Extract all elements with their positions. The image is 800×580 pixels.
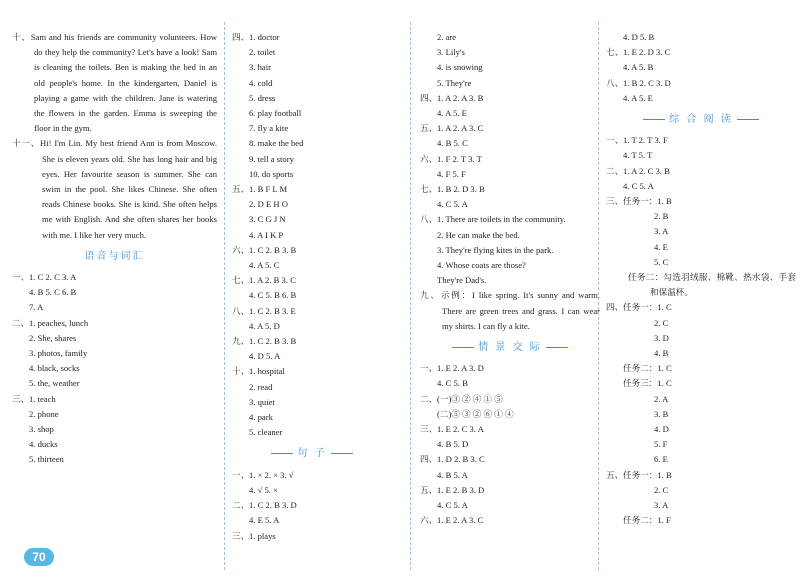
- answer-row: [606, 209, 796, 224]
- answer-column-3: [420, 30, 600, 529]
- answer-row: [606, 498, 796, 513]
- answer-text: 2. phone: [29, 408, 59, 419]
- answer-text: 3. They're flying kites in the park.: [437, 244, 554, 255]
- answer-text: 4. black, socks: [29, 363, 80, 374]
- answer-row: [12, 270, 217, 285]
- answer-row: [420, 152, 600, 167]
- item-label: 七、: [606, 47, 624, 58]
- answer-text: 2. C: [654, 317, 669, 328]
- answer-row: [12, 407, 217, 422]
- answer-row: [606, 376, 796, 391]
- answer-row: [420, 468, 600, 483]
- answer-row: [232, 197, 392, 212]
- answer-row: [606, 361, 796, 376]
- title-rule-left: [643, 119, 665, 120]
- answer-text: 3. hair: [249, 62, 271, 73]
- item-label: 一、: [420, 363, 438, 374]
- answer-text: 4. D 5. B: [623, 32, 655, 42]
- answer-row: [420, 197, 600, 212]
- answer-text: 1. peaches, lunch: [29, 317, 89, 328]
- answer-text: 示例：I like spring. It's sunny and warm. There are green trees and grass. I can wear my shirts. I can fly a kite.: [440, 290, 600, 331]
- answer-row: [420, 45, 600, 60]
- answer-row: [606, 346, 796, 361]
- answer-text: 1. C 2. C 3. A: [29, 272, 77, 283]
- answer-text: 5. They're: [437, 77, 472, 88]
- answer-text: 2. C: [654, 484, 669, 495]
- answer-text: Sam and his friends are community volunteers. How do they help the community? Let's have a look! Sam is cleaning the toilets. Ben is making the bed in an old people's home. In the kindergarten, Daniel is playing a game with the children. Jane is watering the flowers in the garden. Emma is sweeping the floor in the gym.: [30, 32, 217, 134]
- answer-text: 5. thirteen: [29, 454, 64, 465]
- answer-text: 5. the, weather: [29, 378, 80, 389]
- title-rule-right: [331, 453, 353, 454]
- answer-row: [420, 513, 600, 528]
- answer-row: [420, 258, 600, 273]
- answer-row: [606, 392, 796, 407]
- item-label: 五、: [232, 184, 250, 195]
- item-label: 五、: [420, 123, 438, 134]
- answer-text: 2. B: [654, 211, 669, 222]
- answer-row: [232, 45, 392, 60]
- item-label: 六、: [420, 515, 438, 526]
- answer-column-2: [232, 30, 392, 544]
- item-label: 二、: [420, 393, 438, 404]
- answer-text: 1. doctor: [249, 32, 280, 42]
- answer-row: [232, 121, 392, 136]
- column-divider: [224, 22, 225, 570]
- answer-row: [232, 167, 392, 182]
- answer-text: 5. cleaner: [249, 427, 283, 438]
- title-rule-right: [737, 119, 759, 120]
- column-divider: [410, 22, 411, 570]
- answer-row: [606, 133, 796, 148]
- answer-row: [420, 437, 600, 452]
- answer-text: 1. B F L M: [249, 184, 288, 195]
- answer-text: 4. D: [654, 424, 669, 435]
- answer-text: 5. F: [654, 439, 668, 450]
- item-label: 九、: [420, 290, 441, 301]
- answer-text: 9. tell a story: [249, 153, 294, 164]
- answer-list: [606, 300, 796, 528]
- answer-text: 1. T 2. T 3. F: [623, 135, 668, 146]
- answer-row: [232, 513, 392, 528]
- answer-row: [606, 224, 796, 239]
- answer-text: 1. E 2. A 3. D: [437, 363, 484, 374]
- item-label: 二、: [606, 165, 624, 176]
- answer-row: [606, 179, 796, 194]
- answer-text: 2. read: [249, 381, 273, 392]
- answer-row: [232, 228, 392, 243]
- answer-text: 1. A 2. A 3. B: [437, 92, 484, 103]
- answer-text: 3. photos, family: [29, 348, 88, 359]
- answer-text: 4. F 5. F: [437, 168, 466, 179]
- answer-text: 6. E: [654, 454, 668, 465]
- answer-row: [606, 468, 796, 483]
- answer-row: [606, 194, 796, 209]
- answer-row: [606, 316, 796, 331]
- answer-text: 任务三：1. C: [623, 378, 672, 389]
- answer-row: [606, 76, 796, 91]
- section-title-text: 情 景 交 际: [478, 342, 542, 354]
- answer-row: [606, 45, 796, 60]
- answer-row: [606, 331, 796, 346]
- answer-list: [12, 270, 217, 468]
- answer-row: [420, 106, 600, 121]
- answer-text: 4. is snowing: [437, 62, 483, 73]
- answer-row: [420, 483, 600, 498]
- answer-text: 4. C 5. A: [437, 199, 468, 210]
- answer-text: 4. park: [249, 412, 273, 423]
- answer-text: 4. ducks: [29, 439, 58, 450]
- answer-shiyi: [12, 136, 217, 242]
- item-label: 四、: [420, 454, 438, 465]
- item-label: 三、: [12, 393, 30, 404]
- answer-row: [420, 243, 600, 258]
- page-number: 70: [24, 548, 54, 566]
- answer-text: 4. A 5. E: [623, 92, 653, 103]
- answer-row: [12, 346, 217, 361]
- answer-list: [606, 133, 796, 270]
- answer-row: [420, 498, 600, 513]
- answer-row: [420, 228, 600, 243]
- answer-text: 7. A: [29, 302, 44, 313]
- answer-row: [232, 304, 392, 319]
- answer-text: 1. B 2. D 3. B: [437, 184, 485, 195]
- section-title-comprehensive-reading: [606, 112, 796, 127]
- answer-text: 4. B 5. C: [437, 138, 468, 149]
- answer-row: [232, 425, 392, 440]
- answer-text: 1. C 2. B 3. B: [249, 244, 297, 255]
- answer-row: [232, 498, 392, 513]
- answer-row: [606, 407, 796, 422]
- answer-row: [232, 30, 392, 45]
- answer-text: 4. E: [654, 241, 668, 252]
- answer-text: 3. quiet: [249, 396, 275, 407]
- section-title-situational-dialogue: [420, 340, 600, 355]
- answer-row: [232, 395, 392, 410]
- item-label: 五、: [606, 469, 624, 480]
- answer-text: 4. cold: [249, 77, 273, 88]
- answer-row: [232, 483, 392, 498]
- answer-text: 4. A 5. E: [437, 108, 467, 119]
- answer-text: 1. D 2. B 3. C: [437, 454, 485, 465]
- answer-row: [420, 121, 600, 136]
- answer-text: 2. are: [437, 32, 457, 42]
- answer-text: 3. A: [654, 226, 669, 237]
- answer-row: [606, 30, 796, 45]
- answer-row: [232, 91, 392, 106]
- answer-row: [420, 452, 600, 467]
- answer-text: 1. B 2. C 3. D: [623, 77, 671, 88]
- answer-list: [420, 361, 600, 528]
- answer-task-two: 任务二：勾选羽绒服、棉靴、热水袋、手套和保温杯。: [628, 272, 796, 298]
- answer-text: 4. A 5. D: [249, 320, 280, 331]
- answer-row: [232, 182, 392, 197]
- item-label: 三、: [606, 196, 624, 207]
- answer-row: [232, 288, 392, 303]
- answer-text: 5. C: [654, 256, 669, 267]
- answer-text: 4. B 5. A: [437, 469, 468, 480]
- title-rule-left: [271, 453, 293, 454]
- item-label: 十、: [12, 32, 31, 42]
- item-label: 九、: [232, 336, 250, 347]
- answer-row: [232, 334, 392, 349]
- answer-text: 5. dress: [249, 92, 276, 103]
- item-label: 七、: [232, 275, 250, 286]
- answer-text: They're Dad's.: [437, 275, 487, 286]
- column-divider: [598, 22, 599, 570]
- answer-text: 4. C 5. A: [437, 500, 468, 511]
- item-label: 一、: [606, 135, 624, 146]
- section-title-phonics-vocab: 语音与词汇: [84, 250, 145, 262]
- answer-row: [232, 76, 392, 91]
- answer-row: [232, 319, 392, 334]
- answer-column-4: [606, 30, 796, 529]
- item-label: 三、: [420, 424, 438, 435]
- answer-text: 任务一：1. B: [623, 196, 672, 207]
- answer-row: [232, 136, 392, 151]
- answer-row: [420, 361, 600, 376]
- answer-row: [606, 91, 796, 106]
- answer-text: 任务二：1. F: [623, 515, 671, 526]
- item-label: 六、: [232, 244, 250, 255]
- answer-text: 3. shop: [29, 424, 54, 435]
- answer-text: 4. T 5. T: [623, 150, 653, 161]
- answer-text: 2. She, shares: [29, 332, 77, 343]
- answer-text: (一)③ ② ④ ① ⑤: [437, 393, 503, 404]
- answer-row: [420, 76, 600, 91]
- answer-row: [420, 407, 600, 422]
- answer-row: [606, 513, 796, 528]
- answer-row: [606, 148, 796, 163]
- answer-text: 1. plays: [249, 530, 276, 541]
- answer-text: 2. A: [654, 393, 669, 404]
- answer-row: [12, 452, 217, 467]
- answer-list: [606, 30, 796, 106]
- answer-row: [232, 410, 392, 425]
- answer-row: [232, 468, 392, 483]
- answer-row: [420, 273, 600, 288]
- answer-text: Hi! I'm Lin. My best friend Ann is from Moscow. She is eleven years old. She has long hair and big eyes. Her favourite season is summer. She can swim in the pool. She likes Chinese. She often reads Chinese books. She is kind. She often helps me with English. And she often shares her books with me. I like her very much.: [40, 138, 217, 240]
- answer-text: 2. toilet: [249, 47, 276, 58]
- answer-row: [420, 60, 600, 75]
- answer-text: 4. B 5. C 6. B: [29, 287, 77, 298]
- item-label: 二、: [232, 500, 250, 511]
- answer-text: 任务一：1. B: [623, 469, 672, 480]
- item-label: 四、: [232, 32, 250, 42]
- answer-row: [12, 392, 217, 407]
- answer-row: [232, 106, 392, 121]
- answer-row: [420, 30, 600, 45]
- answer-text: 1. A 2. B 3. C: [249, 275, 296, 286]
- answer-text: 4. A 5. B: [623, 62, 654, 73]
- answer-column-1: [12, 30, 217, 468]
- answer-text: 3. C G J N: [249, 214, 286, 225]
- answer-list: [232, 30, 392, 440]
- answer-text: 2. D E H O: [249, 199, 288, 210]
- answer-text: 4. C 5. B 6. B: [249, 290, 297, 301]
- answer-text: 1. C 2. B 3. E: [249, 305, 296, 316]
- answer-row: [12, 300, 217, 315]
- answer-row: [606, 255, 796, 270]
- section-title-sentences: [232, 446, 392, 461]
- answer-text: 4. A I K P: [249, 229, 284, 240]
- answer-row: [606, 452, 796, 467]
- item-label: 一、: [12, 272, 30, 283]
- item-label: 四、: [606, 302, 624, 313]
- answer-row: [232, 349, 392, 364]
- item-label: 五、: [420, 484, 438, 495]
- answer-row: [420, 167, 600, 182]
- answer-text: 3. D: [654, 332, 669, 343]
- answer-row: [232, 60, 392, 75]
- answer-row: [420, 136, 600, 151]
- answer-row: [606, 437, 796, 452]
- item-label: 一、: [232, 469, 250, 480]
- answer-row: [420, 392, 600, 407]
- answer-row: [12, 331, 217, 346]
- answer-text: 7. fly a kite: [249, 123, 289, 134]
- item-label: 八、: [420, 214, 438, 225]
- answer-text: 4. C 5. A: [623, 180, 654, 191]
- answer-row: [606, 483, 796, 498]
- title-rule-right: [546, 347, 568, 348]
- item-label: 十一、: [12, 138, 41, 149]
- answer-row: [232, 380, 392, 395]
- answer-text: 4. Whose coats are those?: [437, 260, 526, 271]
- answer-row: [232, 152, 392, 167]
- answer-text: 4. √ 5. ×: [249, 484, 278, 495]
- answer-text: 3. B: [654, 408, 669, 419]
- section-title-text: 句 子: [297, 448, 327, 460]
- answer-text: 1. C 2. B 3. D: [249, 500, 297, 511]
- answer-row: [12, 422, 217, 437]
- answer-row: [420, 376, 600, 391]
- answer-text: 1. F 2. T 3. T: [437, 153, 482, 164]
- item-label: 十、: [232, 366, 250, 377]
- answer-row: [606, 164, 796, 179]
- answer-text: 3. Lily's: [437, 47, 465, 58]
- answer-row: [420, 212, 600, 227]
- answer-row: [606, 240, 796, 255]
- answer-text: 2. He can make the bed.: [437, 229, 520, 240]
- answer-row: [232, 258, 392, 273]
- answer-text: 1. C 2. B 3. B: [249, 336, 297, 347]
- answer-text: 1. E 2. B 3. D: [437, 484, 485, 495]
- answer-text: 1. E 2. D 3. C: [623, 47, 671, 58]
- answer-text: 4. E 5. A: [249, 515, 280, 526]
- answer-row: [232, 273, 392, 288]
- answer-text: 4. C 5. B: [437, 378, 468, 389]
- answer-row: [12, 316, 217, 331]
- answer-text: 10. do sports: [249, 168, 294, 179]
- answer-text: 1. A 2. C 3. B: [623, 165, 670, 176]
- answer-text: 4. B 5. D: [437, 439, 469, 450]
- answer-shi: [12, 30, 217, 136]
- answer-row: [12, 285, 217, 300]
- answer-jiu: [420, 288, 600, 334]
- item-label: 四、: [420, 92, 438, 103]
- answer-text: 4. A 5. C: [249, 260, 280, 271]
- answer-row: [232, 364, 392, 379]
- answer-text: 任务一：1. C: [623, 302, 672, 313]
- answer-text: 任务二：1. C: [623, 363, 672, 374]
- answer-row: [420, 91, 600, 106]
- answer-row: [420, 422, 600, 437]
- answer-row: [606, 422, 796, 437]
- section-title-text: 综 合 阅 读: [669, 114, 733, 126]
- answer-list: [420, 30, 600, 288]
- item-label: 三、: [232, 530, 250, 541]
- item-label: 八、: [606, 77, 624, 88]
- title-rule-left: [452, 347, 474, 348]
- answer-row: [12, 361, 217, 376]
- item-label: 六、: [420, 153, 438, 164]
- answer-text: 1. hospital: [249, 366, 285, 377]
- answer-row: [12, 437, 217, 452]
- answer-row: [606, 300, 796, 315]
- answer-row: [606, 60, 796, 75]
- answer-text: 4. B: [654, 348, 669, 359]
- answer-text: 1. E 2. C 3. A: [437, 424, 484, 435]
- answer-text: 8. make the bed: [249, 138, 304, 149]
- answer-row: [232, 212, 392, 227]
- answer-text: 1. teach: [29, 393, 56, 404]
- answer-text: 1. × 2. × 3. √: [249, 469, 294, 480]
- answer-text: 3. A: [654, 500, 669, 511]
- answer-text: 1. E 2. A 3. C: [437, 515, 484, 526]
- item-label: 七、: [420, 184, 438, 195]
- answer-text: 1. A 2. A 3. C: [437, 123, 484, 134]
- answer-text: 4. D 5. A: [249, 351, 281, 362]
- item-label: 八、: [232, 305, 250, 316]
- answer-text: 1. There are toilets in the community.: [437, 214, 566, 225]
- answer-list: [232, 468, 392, 544]
- answer-text: (二)⑤ ③ ② ⑥ ① ④: [437, 408, 514, 419]
- answer-row: [420, 182, 600, 197]
- answer-row: [232, 243, 392, 258]
- answer-row: [12, 376, 217, 391]
- answer-row: [232, 529, 392, 544]
- item-label: 二、: [12, 317, 30, 328]
- answer-text: 6. play football: [249, 108, 302, 119]
